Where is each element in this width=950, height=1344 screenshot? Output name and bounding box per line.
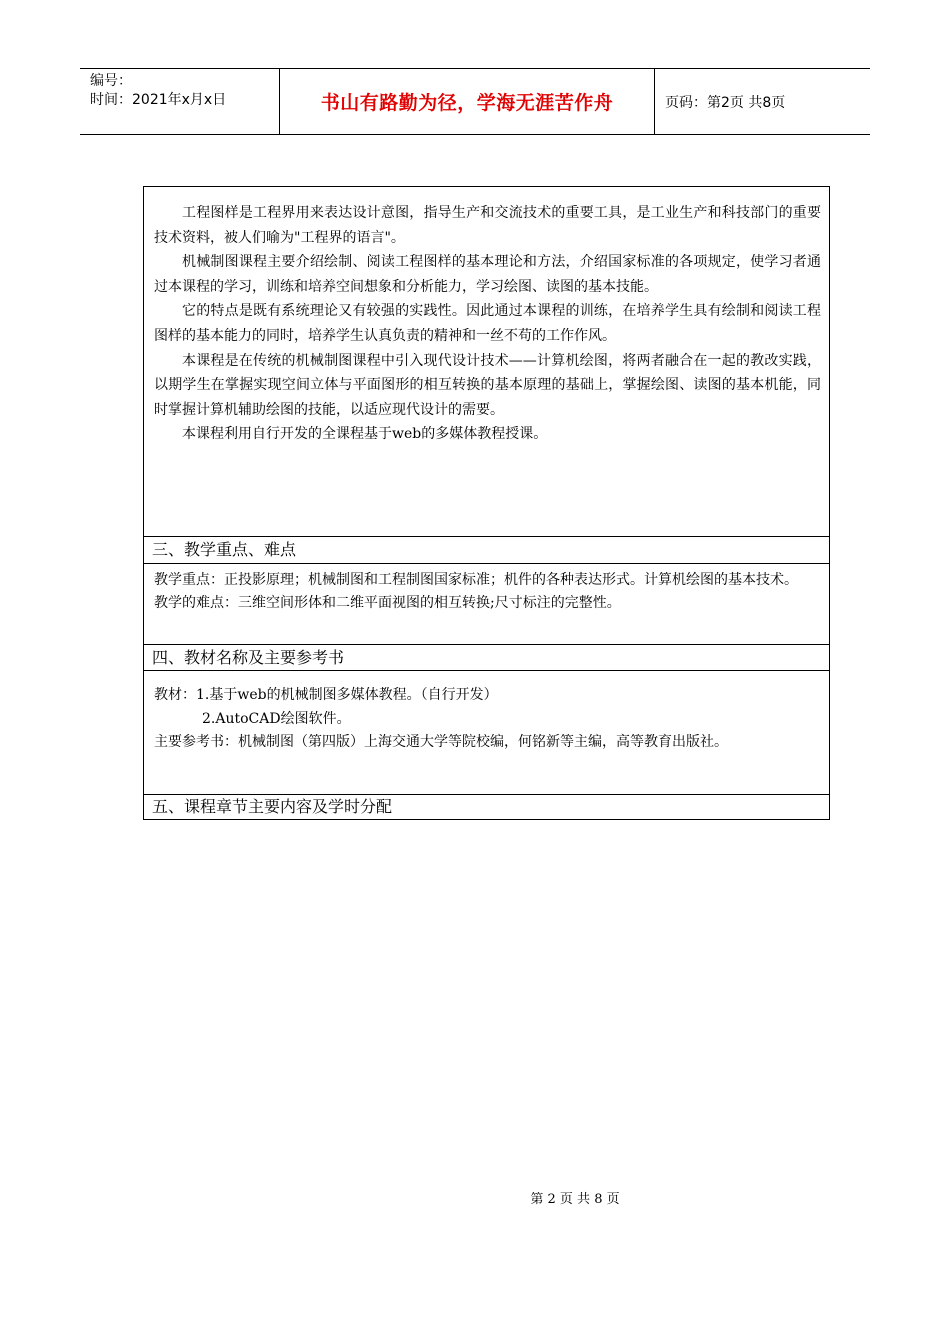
header-meta [80,69,280,134]
intro-paragraph: 本课程是在传统的机械制图课程中引入现代设计技术——计算机绘图，将两者融合在一起的教改实践，以期学生在掌握实现空间立体与平面图形的相互转换的基本原理的基础上，掌握绘图、读图的基本机能，同时掌握计算机辅助绘图的技能，以适应现代设计的需要。 [154,352,821,418]
textbook-1: 教材：1.基于web的机械制图多媒体教程。（自行开发） [154,687,498,703]
key-points: 教学重点：正投影原理；机械制图和工程制图国家标准；机件的各种表达形式。计算机绘图的基本技术。 [154,572,798,588]
reference-book: 主要参考书：机械制图（第四版）上海交通大学等院校编，何铭新等主编，高等教育出版社。 [154,734,728,750]
page-header [80,68,870,135]
header-motto: 书山有路勤为径，学海无涯苦作舟 [280,69,655,134]
section3-content [154,569,821,615]
section5-title: 五、课程章节主要内容及学时分配 [152,797,393,816]
content-table [143,186,830,820]
intro-paragraph: 机械制图课程主要介绍绘制、阅读工程图样的基本理论和方法，介绍国家标准的各项规定，使学习者通过本课程的学习，训练和培养空间想象和分析能力，学习绘图、读图的基本技能。 [154,254,821,295]
intro-paragraph: 工程图样是工程界用来表达设计意图，指导生产和交流技术的重要工具，是工业生产和科技部门的重要技术资料，被人们喻为"工程界的语言"。 [154,205,821,246]
intro-paragraph: 本课程利用自行开发的全课程基于web的多媒体教程授课。 [182,426,548,443]
section3-title: 三、教学重点、难点 [152,540,297,559]
textbook-2: 2.AutoCAD绘图软件。 [202,710,351,727]
difficulties: 教学的难点：三维空间形体和二维平面视图的相互转换;尺寸标注的完整性。 [154,595,621,611]
number-label: 编号： [90,73,132,89]
row-divider [144,670,829,671]
section4-title: 四、教材名称及主要参考书 [152,648,345,667]
row-divider [144,536,829,537]
row-divider [144,644,829,645]
row-divider [144,794,829,795]
time-label: 时间：2021年x月x日 [90,92,227,108]
course-intro [154,201,821,538]
header-page-info: 页码：第2页 共8页 [665,94,786,111]
section4-content [154,684,821,755]
row-divider [144,563,829,564]
page-footer: 第 2 页 共 8 页 [530,1192,620,1207]
intro-paragraph: 它的特点是既有系统理论又有较强的实践性。因此通过本课程的训练，在培养学生具有绘制和阅读工程图样的基本能力的同时，培养学生认真负责的精神和一丝不苟的工作作风。 [154,303,821,344]
